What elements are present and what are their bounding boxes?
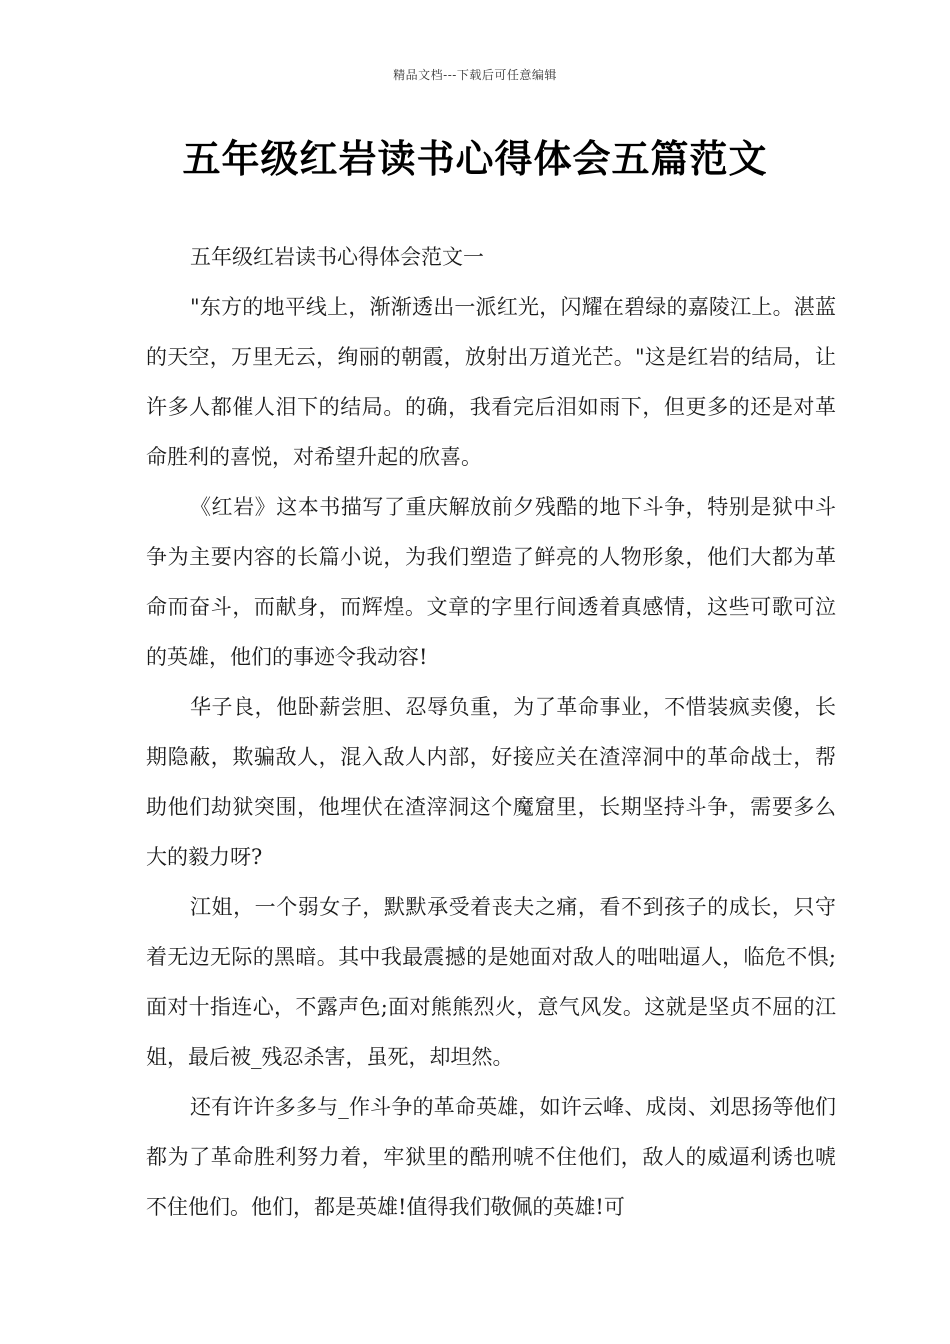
document-body (146, 232, 836, 1232)
paragraph-2: 《红岩》这本书描写了重庆解放前夕残酷的地下斗争，特别是狱中斗争为主要内容的长篇小说，为我们塑造了鲜亮的人物形象，他们大都为革命而奋斗，而献身，而辉煌。文章的字里行间透着真感情，这些可歌可泣的英雄，他们的事迹令我动容! (146, 495, 836, 669)
paragraph-3: 华子良，他卧薪尝胆、忍辱负重，为了革命事业，不惜装疯卖傻，长期隐蔽，欺骗敌人，混入敌人内部，好接应关在渣滓洞中的革命战士，帮助他们劫狱突围，他埋伏在渣滓洞这个魔窟里，长期坚持斗争，需要多么大的毅力呀? (146, 695, 836, 869)
document-title: 五年级红岩读书心得体会五篇范文 (182, 136, 768, 181)
paragraph-4: 江姐，一个弱女子，默默承受着丧夫之痛，看不到孩子的成长，只守着无边无际的黑暗。其中我最震撼的是她面对敌人的咄咄逼人，临危不惧;面对十指连心，不露声色;面对熊熊烈火，意气风发。这就是坚贞不屈的江姐，最后被_残忍杀害，虽死，却坦然。 (146, 895, 836, 1069)
paragraph-1: "东方的地平线上，渐渐透出一派红光，闪耀在碧绿的嘉陵江上。湛蓝的天空，万里无云，绚丽的朝霞，放射出万道光芒。"这是红岩的结局，让许多人都催人泪下的结局。的确，我看完后泪如雨下，但更多的还是对革命胜利的喜悦，对希望升起的欣喜。 (146, 295, 836, 469)
header-note: 精品文档---下载后可任意编辑 (393, 68, 557, 82)
section-heading: 五年级红岩读书心得体会范文一 (190, 245, 484, 269)
paragraph-5: 还有许许多多与_作斗争的革命英雄，如许云峰、成岗、刘思扬等他们都为了革命胜利努力着，牢狱里的酷刑唬不住他们，敌人的威逼利诱也唬不住他们。他们，都是英雄!值得我们敬佩的英雄!可 (146, 1095, 836, 1219)
